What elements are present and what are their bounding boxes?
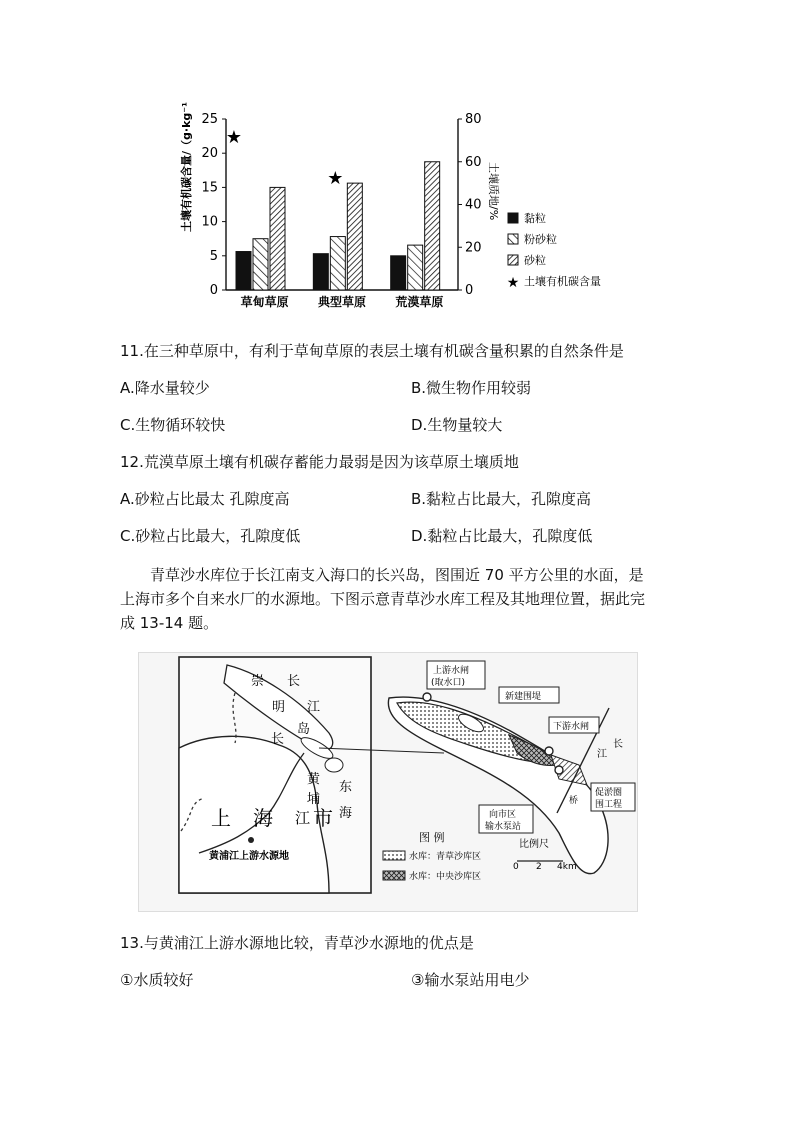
hengsha-island-small xyxy=(325,758,343,772)
legend-swatch-2 xyxy=(383,871,405,880)
new-dike-label: 新建围堤 xyxy=(505,692,542,702)
left-tick-label: 25 xyxy=(201,112,218,127)
left-tick-label: 10 xyxy=(201,214,218,230)
category-label: 典型草原 xyxy=(317,295,367,309)
label-chang-2: 长 xyxy=(271,732,285,747)
bar-黏粒 xyxy=(391,256,406,290)
right-tick-label: 20 xyxy=(465,240,482,256)
left-tick-label: 20 xyxy=(201,146,218,162)
star-marker: ★ xyxy=(225,127,243,149)
left-tick-label: 0 xyxy=(209,283,218,298)
right-tick-label: 60 xyxy=(465,154,482,170)
label-huang: 黄 xyxy=(307,772,321,787)
silt-label-1: 促淤圈 xyxy=(595,788,623,798)
downstream-gate-marker xyxy=(545,747,553,755)
label-shang: 上 xyxy=(211,806,231,830)
legend-label-2: 水库：中央沙库区 xyxy=(409,872,482,882)
label-dao: 岛 xyxy=(297,722,311,737)
left-axis-label: 土壤有机碳含量/（g·kg⁻¹） xyxy=(180,102,193,232)
left-tick-label: 5 xyxy=(209,248,218,264)
soil-chart xyxy=(168,102,628,312)
chart-marks xyxy=(201,112,601,309)
downstream-gate-label: 下游水闸 xyxy=(553,722,590,732)
qingcaosha-map xyxy=(138,652,638,912)
upstream-gate-label-1: 上游水闸 xyxy=(433,666,470,676)
q12-option-a: A.砂粒占比最太 孔隙度高 xyxy=(120,490,290,508)
label-shi: 市 xyxy=(313,806,333,830)
scale-label-2: 2 xyxy=(536,862,542,872)
q11-stem: 11.在三种草原中，有利于草甸草原的表层土壤有机碳含量积累的自然条件是 xyxy=(120,342,624,360)
q11-option-a: A.降水量较少 xyxy=(120,379,210,397)
bar-砂粒 xyxy=(347,183,362,290)
q12-option-c: C.砂粒占比最大，孔隙度低 xyxy=(120,527,301,545)
q11-option-b: B.微生物作用较弱 xyxy=(411,379,532,397)
label-jiang-1: 江 xyxy=(307,700,321,715)
q12-option-d: D.黏粒占比最大，孔隙度低 xyxy=(411,527,593,545)
label-hai-east: 海 xyxy=(339,806,353,821)
q13-option-3: ③输水泵站用电少 xyxy=(411,971,530,989)
right-tick-label: 0 xyxy=(465,283,474,298)
label-chang-1: 长 xyxy=(287,674,301,689)
category-label: 草甸草原 xyxy=(240,295,289,309)
legend-star: ★ xyxy=(506,275,520,291)
bar-砂粒 xyxy=(425,162,440,290)
label-bridge: 桥 xyxy=(569,796,579,806)
q13-stem: 13.与黄浦江上游水源地比较，青草沙水源地的优点是 xyxy=(120,934,474,952)
bar-粉砂粒 xyxy=(330,237,345,290)
passage-line-1: 青草沙水库位于长江南支入海口的长兴岛，图围近 70 平方公里的水面，是 xyxy=(150,566,644,584)
shanghai-source-dot xyxy=(248,837,254,843)
passage-line-2: 上海市多个自来水厂的水源地。下图示意青草沙水库工程及其地理位置，据此完 xyxy=(120,590,646,608)
pump-label-2: 输水泵站 xyxy=(485,822,522,832)
q12-stem: 12.荒漠草原土壤有机碳存蓄能力最弱是因为该草原土壤质地 xyxy=(120,453,519,471)
category-label: 荒漠草原 xyxy=(395,295,444,309)
legend-label: 粉砂粒 xyxy=(524,233,557,246)
left-tick-label: 15 xyxy=(201,180,218,196)
legend-label-1: 水库：青草沙库区 xyxy=(409,852,482,862)
label-jiang-r: 江 xyxy=(597,749,607,760)
right-tick-label: 40 xyxy=(465,197,482,213)
bar-黏粒 xyxy=(313,254,328,290)
scale-label-0: 0 xyxy=(513,862,519,872)
legend-swatch xyxy=(508,255,518,265)
scale-title: 比例尺 xyxy=(519,839,549,850)
legend-swatch-1 xyxy=(383,851,405,860)
legend-label: 砂粒 xyxy=(524,254,546,267)
legend-swatch xyxy=(508,234,518,244)
scale-label-4: 4km xyxy=(557,862,577,872)
bar-砂粒 xyxy=(270,187,285,290)
star-marker: ★ xyxy=(327,168,344,190)
right-axis-label: 土壤质地/% xyxy=(487,162,500,221)
label-pu: 埔 xyxy=(307,792,321,807)
label-dong: 东 xyxy=(339,780,353,795)
pump-label-1: 向市区 xyxy=(489,810,517,820)
label-hai: 海 xyxy=(253,806,273,830)
label-ming: 明 xyxy=(272,700,286,715)
q13-option-1: ①水质较好 xyxy=(120,971,194,989)
upstream-gate-label-2: (取水口) xyxy=(431,678,466,688)
bar-黏粒 xyxy=(236,252,251,290)
q11-option-d: D.生物量较大 xyxy=(411,416,503,434)
soil-chart-svg xyxy=(168,102,628,312)
legend-swatch xyxy=(508,213,518,223)
silt-label-2: 围工程 xyxy=(595,800,623,810)
legend-label: 土壤有机碳含量 xyxy=(524,275,601,288)
legend-title: 图 例 xyxy=(419,831,445,844)
q11-option-c: C.生物循环较快 xyxy=(120,416,226,434)
pump-marker xyxy=(555,766,563,774)
bar-粉砂粒 xyxy=(253,239,268,290)
upstream-gate-marker xyxy=(423,693,431,701)
passage-line-3: 成 13-14 题。 xyxy=(120,614,219,632)
source-label: 黄浦江上游水源地 xyxy=(209,851,289,862)
right-tick-label: 80 xyxy=(465,112,482,127)
bar-粉砂粒 xyxy=(408,245,423,290)
label-jiang: 江 xyxy=(295,809,311,827)
map-svg xyxy=(139,653,637,911)
label-chong: 崇 xyxy=(251,674,265,689)
label-chang-r: 长 xyxy=(613,739,623,750)
q12-option-b: B.黏粒占比最大，孔隙度高 xyxy=(411,490,592,508)
legend-label: 黏粒 xyxy=(524,212,546,225)
